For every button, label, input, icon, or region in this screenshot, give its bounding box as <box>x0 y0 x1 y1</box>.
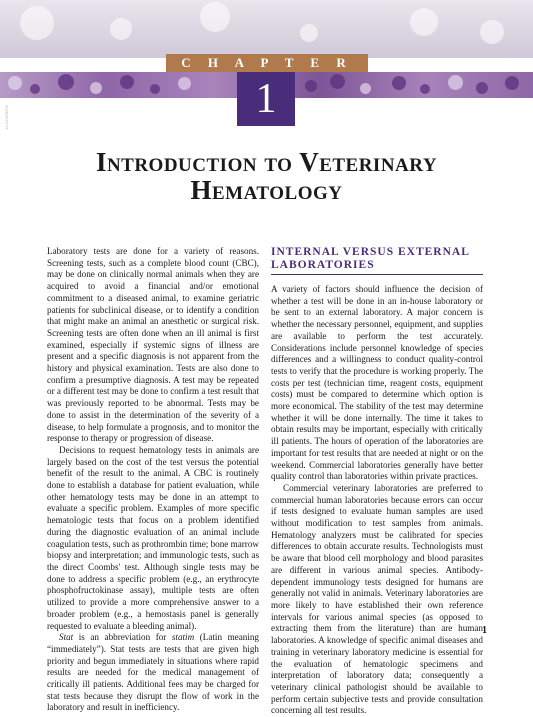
blood-cell-dot <box>305 80 317 92</box>
decorative-bubble <box>200 2 230 32</box>
blood-cell-dot <box>448 75 463 90</box>
blood-cell-dot <box>420 84 430 94</box>
decorative-bubble <box>300 24 318 42</box>
section-heading-line-1: INTERNAL VERSUS EXTERNAL <box>271 246 470 258</box>
term-stat: Stat <box>59 632 74 643</box>
blood-cell-dot <box>150 84 160 94</box>
blood-cell-dot <box>505 76 519 90</box>
page-number: 1 <box>482 625 487 636</box>
chapter-title <box>0 148 533 204</box>
section-heading <box>271 246 483 272</box>
blood-cell-dot <box>178 77 191 90</box>
paragraph: Laboratory tests are done for a variety of reasons. Screening tests, such as a complete blood count (CBC), may be done on clinically normal animals when they are acquired to avoid a financial and/or emotional commitment to a diseased animal, to examine geriatric patients for subclinical disease, or to identify a condition that might make an animal an anesthetic or surgical risk. Screening tests are often done when an ill animal is first examined, especially if systemic signs of illness are present and a specific diagnosis is not apparent from the history and physical examination. Tests are also done to confirm a presumptive diagnosis. A test may be repeated or a different test may be done to confirm a test result that was previously reported to be abnormal. Tests may be done to assist in the determination of the severity of a disease, to help formulate a prognosis, and to monitor the response to therapy or progression of disease. <box>47 246 259 444</box>
paragraph-stat <box>47 632 259 714</box>
chapter-label: C H A P T E R <box>181 55 353 70</box>
chapter-number-box <box>237 72 295 126</box>
text-run: is an abbreviation for <box>73 632 172 643</box>
blood-cell-dot <box>476 82 488 94</box>
blood-cell-dot <box>392 76 406 90</box>
blood-cell-dot <box>330 74 345 89</box>
side-doi-code: 10.1016/B978 <box>4 105 9 130</box>
decorative-bubble <box>20 6 54 40</box>
blood-cell-dot <box>120 75 134 89</box>
chapter-title-line-1: Introduction to Veterinary <box>95 147 438 177</box>
decorative-bubble <box>410 8 438 36</box>
paragraph: Decisions to request hematology tests in animals are largely based on the cost of the test versus the potential benefit of the result to the animal. A CBC is routinely done to establish a database for patient evaluation, while other hematology tests may be done in an attempt to evaluate a specific problem. Examples of more specific hematologic tests that focus on a problem identified during the diagnostic evaluation of an animal include coagulation tests, such as prothrombin time; bone marrow biopsy and interpretation; and immunologic tests, such as the direct Coombs' test. Although single tests may be done to address a specific problem (e.g., an erythrocyte phosphofructokinase assay), multiple tests are often utilized to provide a more comprehensive answer to a broader problem (e.g., a hemostasis panel is generally requested to evaluate a bleeding animal). <box>47 444 259 631</box>
paragraph: Commercial veterinary laboratories are preferred to commercial human laboratories because errors can occur if tests designed to evaluate human samples are used without modification to test samples from animals. Hematology analyzers must be calibrated for species differences to obtain accurate results. Technologists must be aware that blood cell morphology and blood parasites are different in various animal species. Antibody-dependent immunology tests designed for humans are generally not valid in animals. Veterinary laboratories are more likely to have established their own reference intervals for various animal species (as opposed to extracting them from the literature) than are human laboratories. A knowledge of specific animal diseases and training in veterinary laboratory medicine is essential for the evaluation of hematologic specimens and interpretation of laboratory data; consequently a veterinary clinical pathologist should be available to perform certain subjective tests and provide consultation concerning all test results. <box>271 482 483 716</box>
blood-cell-dot <box>30 84 40 94</box>
decorative-bubble <box>480 20 504 44</box>
header-background <box>0 0 533 58</box>
chapter-label-bar <box>166 54 368 72</box>
section-heading-line-2: LABORATORIES <box>271 259 375 271</box>
heading-rule <box>271 274 483 275</box>
paragraph: A variety of factors should influence the decision of whether a test will be done in an in-house laboratory or be sent to an external laboratory. A major concern is whether the necessary personnel, equipment, and supplies are available to perform the test accurately. Considerations include personnel knowledge of species differences and a willingness to conduct quality-control tests to verify that the procedure is working properly. The costs per test (technician time, reagent costs, equipment costs) must be compared to determine which option is more economical. The stability of the test may determine whether it will be done internally. The time it takes to obtain results may be important, especially with critically ill patients. The hours of operation of the laboratories are important for test results that are needed at night or on the weekend. Commercial laboratories generally have better quality control than laboratories within private practices. <box>271 284 483 482</box>
blood-cell-dot <box>90 82 102 94</box>
decorative-bubble <box>110 18 132 40</box>
left-text-column <box>47 246 259 714</box>
chapter-number: 1 <box>255 76 277 122</box>
blood-cell-dot <box>8 76 22 90</box>
term-statim: statim <box>171 632 195 643</box>
blood-cell-dot <box>58 74 74 90</box>
chapter-title-line-2: Hematology <box>190 175 343 205</box>
text-run: (Latin meaning “immediately”). Stat tests are tests that are given high priority and begun immediately in situations where rapid results are needed for the medical management of critically ill patients. Additional fees may be charged for stat tests because they disrupt the flow of work in the laboratory and result in inefficiency. <box>47 632 259 713</box>
blood-cell-dot <box>360 83 371 94</box>
right-text-column <box>271 246 483 717</box>
